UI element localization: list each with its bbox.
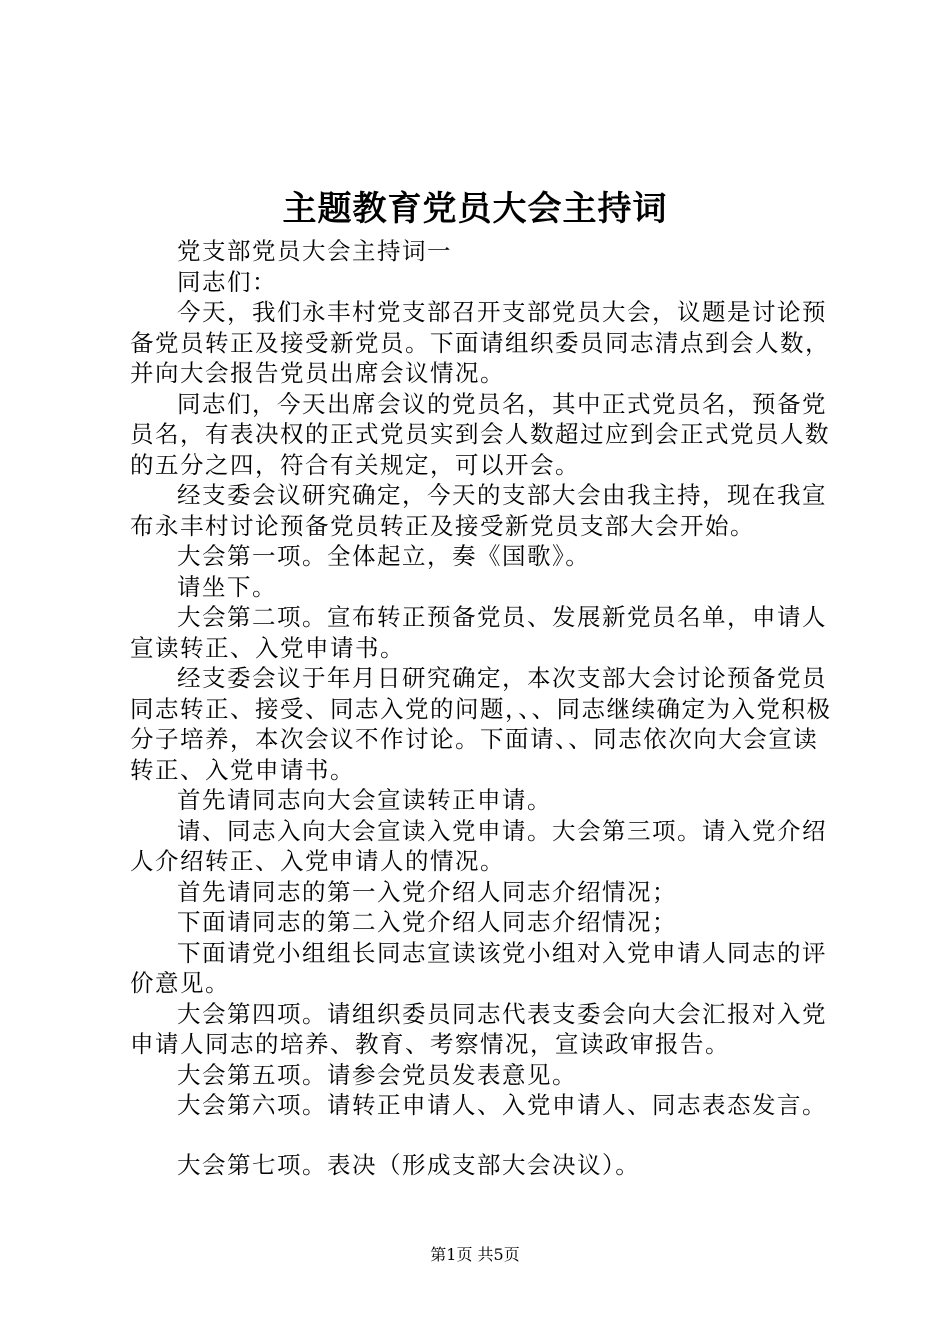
document-title: 主题教育党员大会主持词 bbox=[282, 189, 668, 229]
paragraph: 首先请同志的第一入党介绍人同志介绍情况； bbox=[177, 877, 677, 906]
paragraph: 下面请党小组组长同志宣读该党小组对入党申请人同志的评价意见。 bbox=[130, 938, 827, 997]
document-body bbox=[130, 236, 842, 1180]
paragraph: 请、同志入向大会宣读入党申请。大会第三项。请入党介绍人介绍转正、入党申请人的情况。 bbox=[130, 816, 827, 875]
paragraph: 同志们，今天出席会议的党员名，其中正式党员名，预备党员名，有表决权的正式党员实到会人数超过应到会正式党员人数的五分之四，符合有关规定，可以开会。 bbox=[130, 389, 830, 479]
paragraph: 经支委会议研究确定，今天的支部大会由我主持，现在我宣布永丰村讨论预备党员转正及接受新党员支部大会开始。 bbox=[130, 481, 827, 540]
paragraph: 首先请同志向大会宣读转正申请。 bbox=[177, 786, 552, 814]
page-number: 第1页 共5页 bbox=[430, 1245, 520, 1264]
paragraph: 经支委会议于年月日研究确定，本次支部大会讨论预备党员同志转正、接受、同志入党的问题，、、同志继续确定为入党积极分子培养，本次会议不作讨论。下面请、、同志依次向大会宣读转正、入党申请书。 bbox=[130, 664, 832, 784]
paragraph: 今天，我们永丰村党支部召开支部党员大会，议题是讨论预备党员转正及接受新党员。下面请组织委员同志清点到会人数，并向大会报告党员出席会议情况。 bbox=[130, 298, 830, 387]
paragraph: 党支部党员大会主持词一 bbox=[177, 237, 452, 265]
paragraph: 大会第一项。全体起立，奏《国歌》。 bbox=[177, 542, 591, 570]
paragraph: 大会第七项。表决（形成支部大会决议）。 bbox=[177, 1150, 641, 1179]
paragraph: 下面请同志的第二入党介绍人同志介绍情况； bbox=[177, 908, 677, 936]
paragraph: 大会第四项。请组织委员同志代表支委会向大会汇报对入党申请人同志的培养、教育、考察情况，宣读政审报告。 bbox=[130, 999, 827, 1058]
paragraph: 大会第五项。请参会党员发表意见。 bbox=[177, 1060, 577, 1089]
paragraph: 同志们： bbox=[177, 267, 277, 296]
paragraph: 大会第六项。请转正申请人、入党申请人、同志表态发言。 bbox=[177, 1091, 827, 1119]
paragraph: 大会第二项。宣布转正预备党员、发展新党员名单，申请人宣读转正、入党申请书。 bbox=[130, 603, 827, 662]
paragraph: 请坐下。 bbox=[177, 572, 277, 601]
